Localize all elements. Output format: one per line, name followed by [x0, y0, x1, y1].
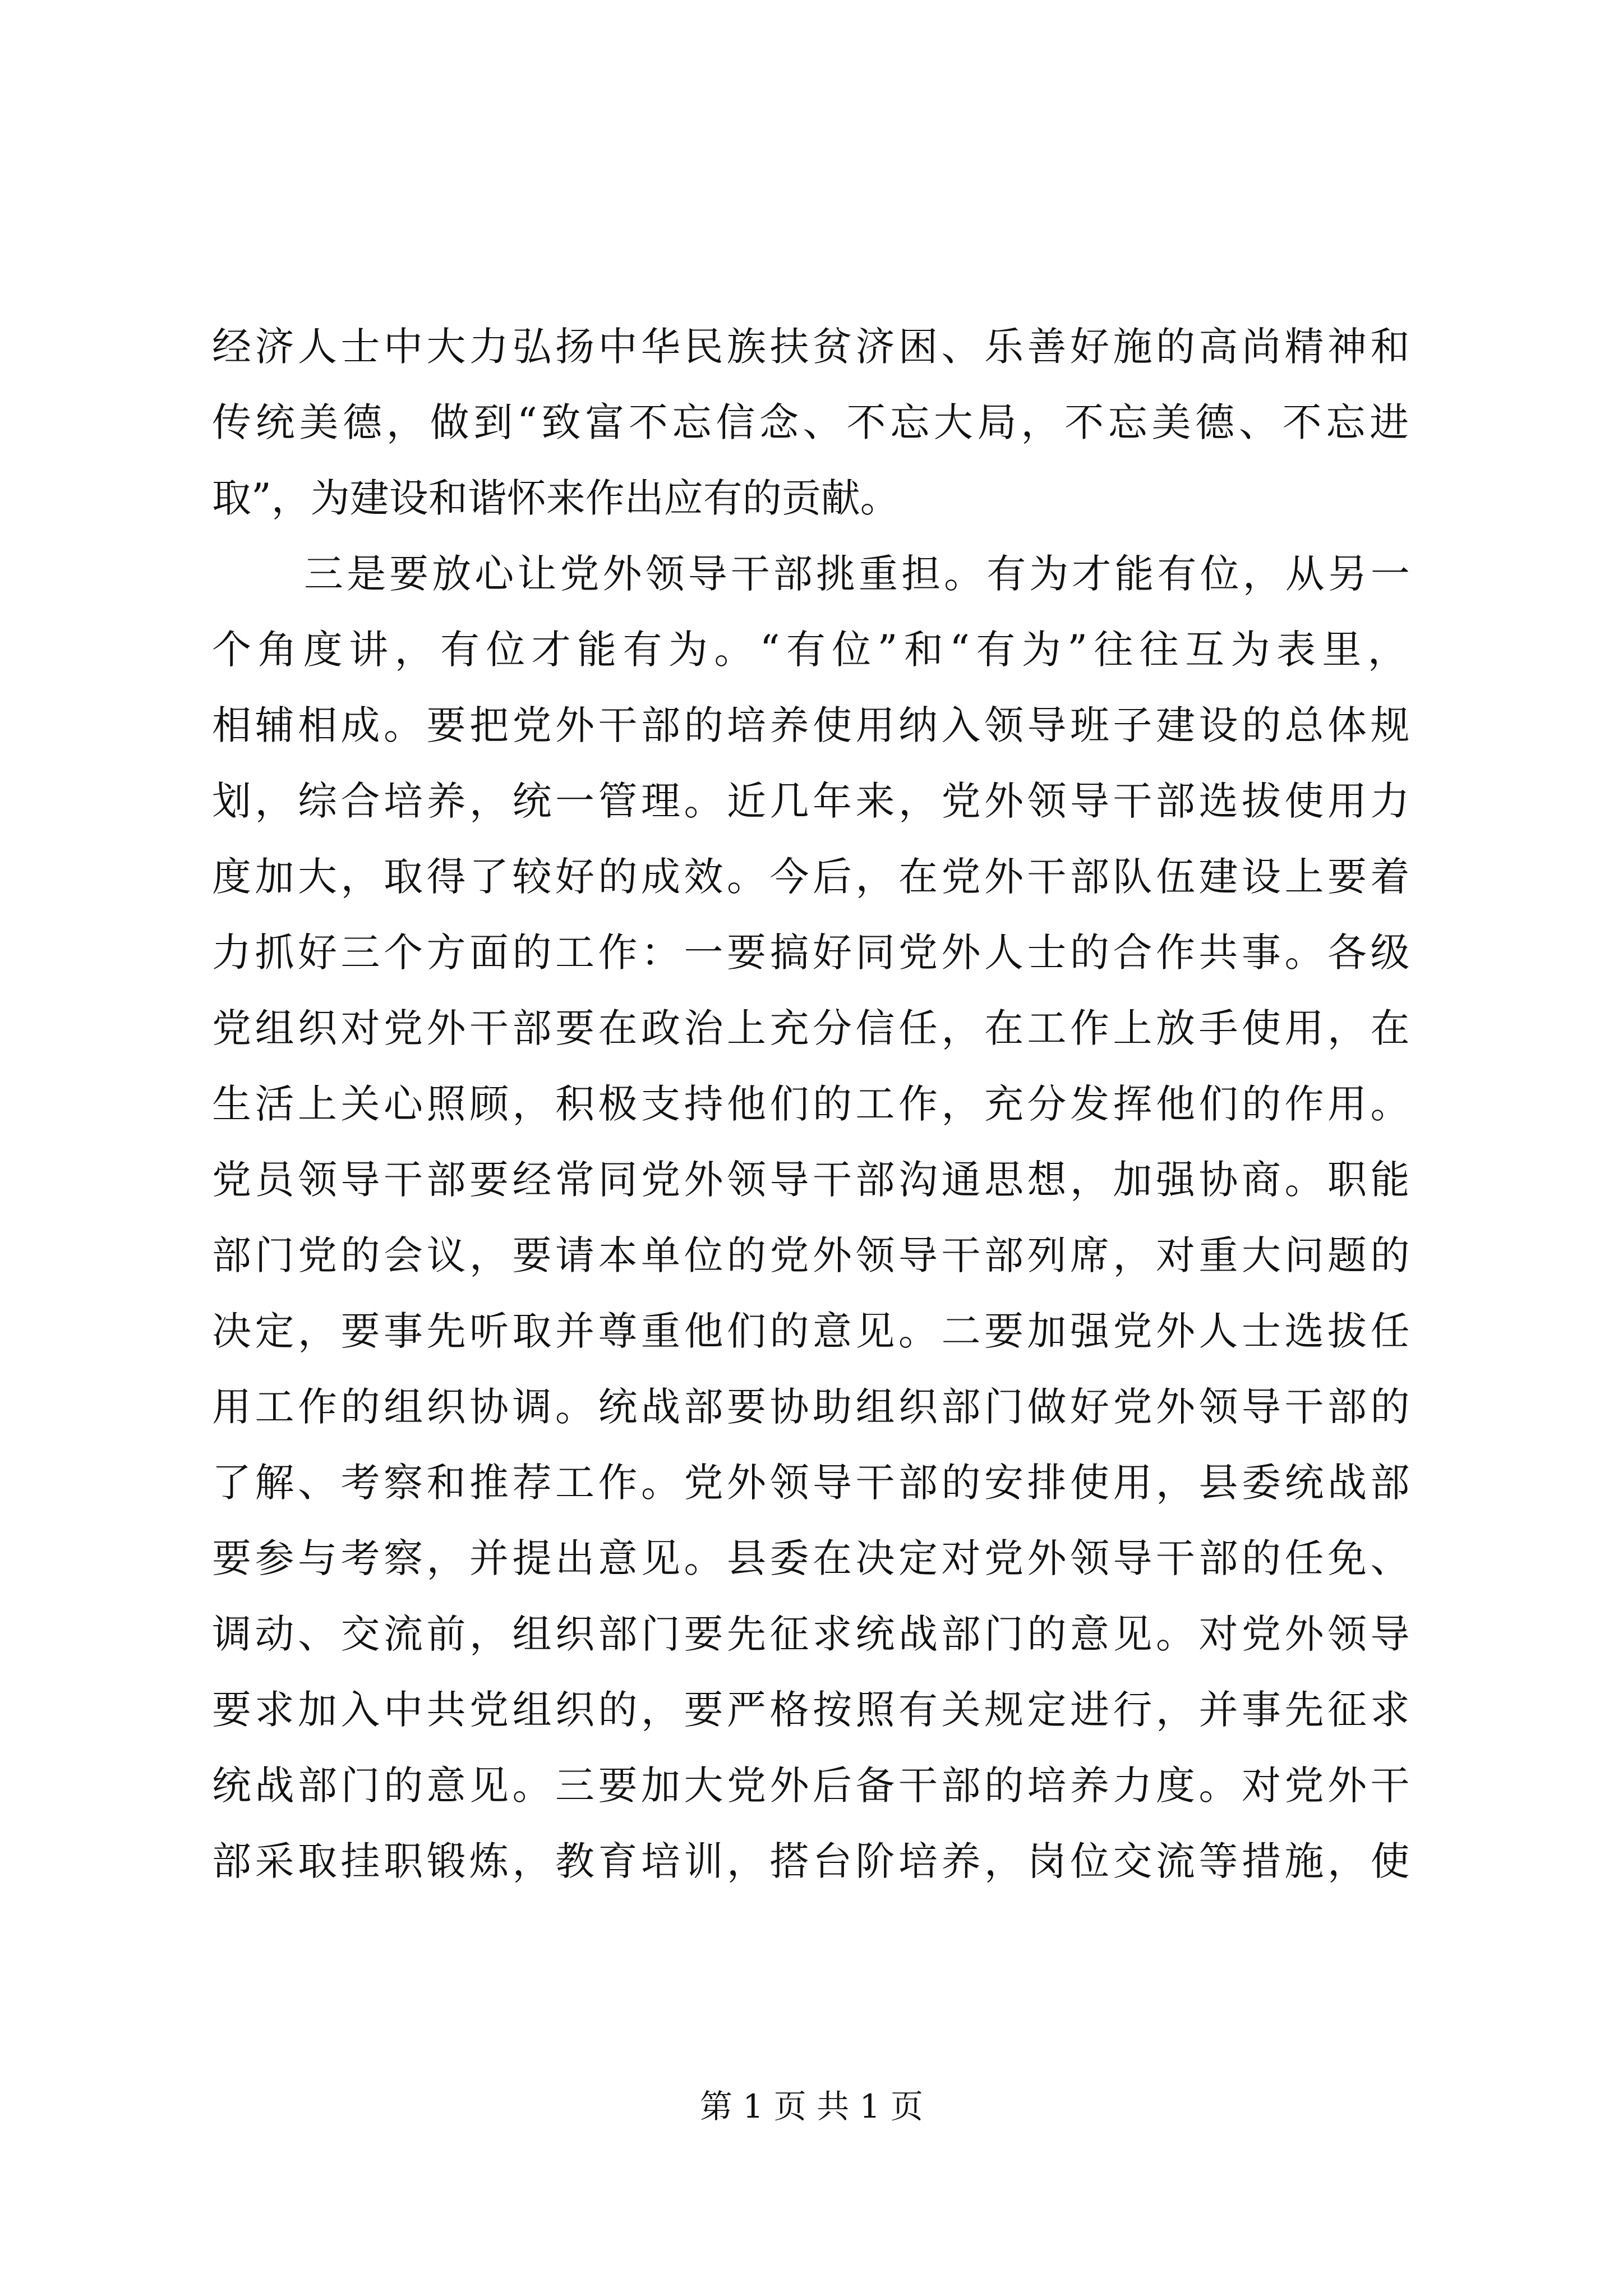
text-line: 经济人士中大力弘扬中华民族扶贫济困、乐善好施的高尚精神和	[212, 324, 1413, 370]
text-line: 决定，要事先听取并尊重他们的意见。二要加强党外人士选拔任	[212, 1308, 1413, 1354]
text-line: 部采取挂职锻炼，教育培训，搭台阶培养，岗位交流等措施，使	[212, 1838, 1413, 1884]
text-line: 力抓好三个方面的工作：一要搞好同党外人士的合作共事。各级	[212, 930, 1413, 976]
text-line: 度加大，取得了较好的成效。今后，在党外干部队伍建设上要着	[212, 854, 1413, 900]
text-line: 了解、考察和推荐工作。党外领导干部的安排使用，县委统战部	[212, 1460, 1413, 1506]
text-line: 个角度讲，有位才能有为。“有位”和“有为”往往互为表里，	[212, 627, 1413, 673]
text-line: 取”，为建设和谐怀来作出应有的贡献。	[212, 475, 900, 521]
paragraph-first-line: 三是要放心让党外领导干部挑重担。有为才能有位，从另一	[304, 551, 1413, 597]
text-line: 部门党的会议，要请本单位的党外领导干部列席，对重大问题的	[212, 1232, 1413, 1278]
page-number-footer: 第 1 页 共 1 页	[700, 2087, 923, 2125]
text-line: 传统美德，做到“致富不忘信念、不忘大局，不忘美德、不忘进	[212, 399, 1413, 445]
text-line: 划，综合培养，统一管理。近几年来，党外领导干部选拔使用力	[212, 778, 1413, 824]
text-line: 统战部门的意见。三要加大党外后备干部的培养力度。对党外干	[212, 1763, 1413, 1809]
text-line: 用工作的组织协调。统战部要协助组织部门做好党外领导干部的	[212, 1384, 1413, 1430]
text-line: 党组织对党外干部要在政治上充分信任，在工作上放手使用，在	[212, 1005, 1413, 1051]
text-line: 生活上关心照顾，积极支持他们的工作，充分发挥他们的作用。	[212, 1081, 1413, 1127]
text-line: 相辅相成。要把党外干部的培养使用纳入领导班子建设的总体规	[212, 702, 1413, 748]
text-line: 调动、交流前，组织部门要先征求统战部门的意见。对党外领导	[212, 1611, 1413, 1657]
text-line: 要求加入中共党组织的，要严格按照有关规定进行，并事先征求	[212, 1687, 1413, 1733]
text-line: 要参与考察，并提出意见。县委在决定对党外领导干部的任免、	[212, 1535, 1413, 1581]
text-line: 党员领导干部要经常同党外领导干部沟通思想，加强协商。职能	[212, 1157, 1413, 1203]
